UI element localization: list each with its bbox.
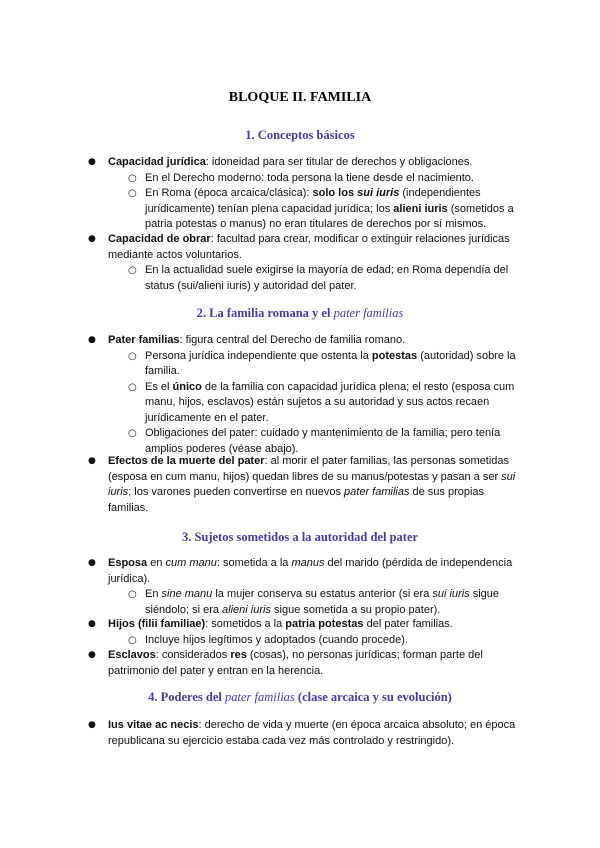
bullet-icon: ● (88, 456, 96, 466)
sub-item: En Roma (época arcaica/clásica): solo los sui iuris (independientes jurídicamente) tenían plena capacidad jurídica; los alieni iuris (sometidos a patria potestas o manus) no eran titulares de derechos por sí mismos. (145, 187, 514, 230)
bullet-icon: ● (88, 157, 96, 167)
item-muerte-pater: Efectos de la muerte del pater: al morir el pater familias, las personas sometidas (esposa en cum manu, hijos) quedan libres de su manus/potestas y pasan a ser sui iuris; los varones pueden convertirse en nuevos pater familias de sus propias familias. (108, 455, 516, 514)
term-muerte-pater: Efectos de la muerte del pater (108, 455, 265, 467)
sub-bullet-icon: ○ (128, 265, 137, 276)
document-title: BLOQUE II. FAMILIA (228, 90, 372, 105)
section-1-heading: 1. Conceptos básicos (245, 128, 355, 142)
item-esclavos: Esclavos: considerados res (cosas), no personas jurídicas; forman parte del patrimonio del pater y entran en la herencia. (108, 649, 483, 677)
term-capacidad-obrar: Capacidad de obrar (108, 233, 211, 245)
sub-item: Es el único de la familia con capacidad jurídica plena; el resto (esposa cum manu, hijos, esclavos) están sujetos a su autoridad y sus actos recaen jurídicamente en el pater. (145, 380, 515, 424)
sub-bullet-icon: ○ (128, 350, 137, 362)
sub-item: Incluye hijos legítimos y adoptados (cuando procede). (145, 633, 408, 646)
bullet-icon: ● (88, 720, 96, 730)
item-ius-vitae: Ius vitae ac necis: derecho de vida y muerte (en época arcaica absoluto; en época republicana su ejercicio estaba cada vez más controlado y restringido). (108, 719, 516, 747)
term-capacidad-juridica: Capacidad jurídica (108, 156, 206, 168)
bullet-icon: ● (88, 234, 96, 244)
sub-item: Persona jurídica independiente que ostenta la potestas (autoridad) sobre la familia. (145, 349, 516, 377)
item-hijos: Hijos (filii familiae): sometidos a la patria potestas del pater familias. (108, 618, 453, 630)
sub-item: Obligaciones del pater: cuidado y mantenimiento de la familia; pero tenía amplios poderes (véase abajo). (145, 427, 501, 455)
section-3-heading: 3. Sujetos sometidos a la autoridad del pater (181, 530, 419, 544)
term-esclavos: Esclavos (108, 649, 156, 661)
term-hijos: Hijos (filii familiae) (108, 618, 206, 630)
sub-bullet-icon: ○ (128, 172, 137, 184)
item-capacidad-juridica: Capacidad jurídica: idoneidad para ser titular de derechos y obligaciones. (108, 156, 473, 168)
section-4-heading: 4. Poderes del pater familias (clase arcaica y su evolución) (148, 690, 452, 704)
item-esposa: Esposa en cum manu: sometida a la manus del marido (pérdida de independencia jurídica). (108, 557, 513, 585)
sub-bullet-icon: ○ (128, 589, 137, 600)
sub-item: En la actualidad suele exigirse la mayoría de edad; en Roma dependía del status (sui/alieni iuris) y autoridad del pater. (145, 264, 509, 292)
bullet-icon: ● (88, 650, 96, 660)
item-pater-familias: Pater familias: figura central del Derecho de familia romano. (108, 334, 406, 346)
section-2-heading: 2. La familia romana y el pater familias (196, 306, 404, 320)
bullet-icon: ● (88, 619, 96, 629)
sub-item: En sine manu la mujer conserva su estatus anterior (si era sui iuris sigue siéndolo; si era alieni iuris sigue sometida a su propio pater). (145, 588, 500, 616)
bullet-icon: ● (88, 335, 96, 345)
bullet-icon: ● (88, 558, 96, 568)
term-ius-vitae: Ius vitae ac necis (108, 719, 199, 731)
sub-bullet-icon: ○ (128, 428, 137, 439)
sub-bullet-icon: ○ (128, 188, 137, 199)
sub-bullet-icon: ○ (128, 381, 137, 393)
item-capacidad-obrar: Capacidad de obrar: facultad para crear, modificar o extinguir relaciones jurídicas mediante actos voluntarios. (108, 233, 510, 261)
term-pater-familias: Pater familias (108, 334, 180, 346)
sub-item: En el Derecho moderno: toda persona la tiene desde el nacimiento. (145, 171, 474, 184)
sub-bullet-icon: ○ (128, 634, 137, 646)
term-esposa: Esposa (108, 557, 148, 569)
